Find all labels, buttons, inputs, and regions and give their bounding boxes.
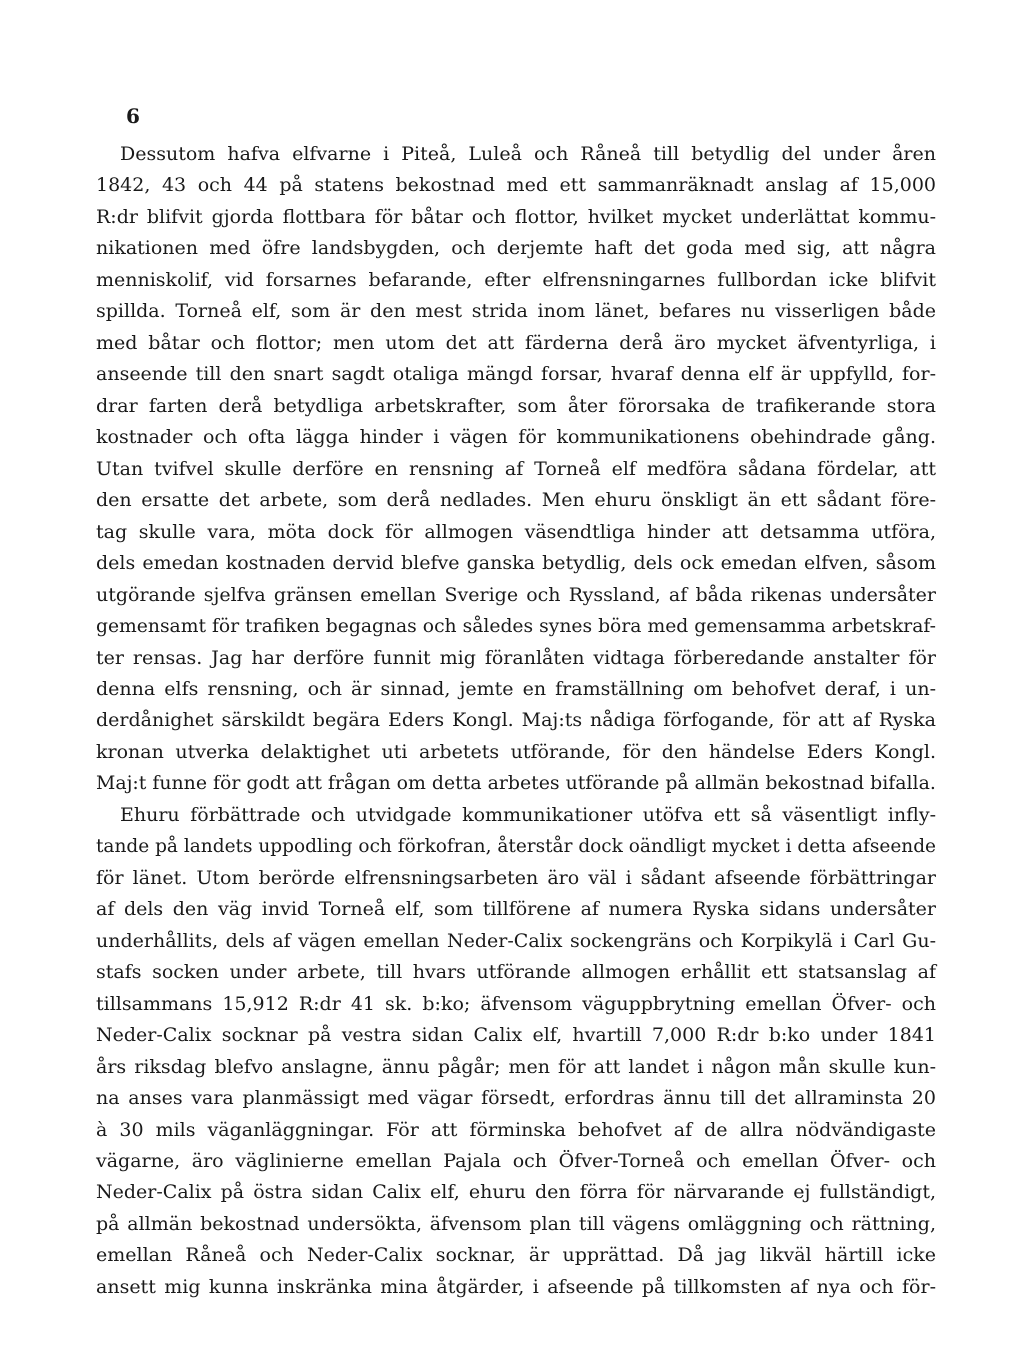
text-line: spillda. Torneå elf, som är den mest strida inom länet, befares nu visserligen både bbox=[96, 300, 936, 323]
text-line: 1842, 43 och 44 på statens bekostnad med ett sammanräknadt anslag af 15,000 bbox=[96, 174, 936, 197]
body-text bbox=[96, 139, 936, 1303]
text-line: den ersatte det arbete, som derå nedlades. Men ehuru önskligt än ett sådant före- bbox=[96, 489, 936, 512]
text-line: à 30 mils väganläggningar. För att förminska behofvet af de allra nödvändigaste bbox=[96, 1118, 936, 1141]
text-line: dels emedan kostnaden dervid blefve ganska betydlig, dels ock emedan elfven, såsom bbox=[96, 552, 936, 575]
text-line: kostnader och ofta lägga hinder i vägen för kommunikationens obehindrade gång. bbox=[96, 426, 936, 449]
text-line: nikationen med öfre landsbygden, och derjemte haft det goda med sig, att några bbox=[96, 237, 936, 260]
text-line: Neder-Calix socknar på vestra sidan Calix elf, hvartill 7,000 R:dr b:ko under 1841 bbox=[96, 1024, 936, 1047]
text-line: menniskolif, vid forsarnes befarande, efter elfrensningarnes fullbordan icke blifvit bbox=[96, 268, 936, 291]
text-line: tande på landets uppodling och förkofran, återstår dock oändligt mycket i detta afseende bbox=[96, 836, 936, 858]
text-line: Neder-Calix på östra sidan Calix elf, ehuru den förra för närvarande ej fullständigt, bbox=[96, 1181, 936, 1204]
text-line: kronan utverka delaktighet uti arbetets utförande, för den händelse Eders Kongl. bbox=[96, 740, 936, 763]
page-number: 6 bbox=[126, 104, 140, 128]
text-line: års riksdag blefvo anslagne, ännu pågår; men för att landet i någon mån skulle kun- bbox=[96, 1055, 936, 1078]
text-line: af dels den väg invid Torneå elf, som tillförene af numera Ryska sidans undersåter bbox=[96, 898, 936, 921]
text-line: underhållits, dels af vägen emellan Neder-Calix sockengräns och Korpikylä i Carl Gu- bbox=[96, 929, 936, 952]
text-line: R:dr blifvit gjorda flottbara för båtar och flottor, hvilket mycket underlättat kommu- bbox=[96, 205, 936, 228]
text-line: tag skulle vara, möta dock för allmogen väsendtliga hinder att detsamma utföra, bbox=[96, 520, 936, 543]
text-line: derdånighet särskildt begära Eders Kongl. Maj:ts nådiga förfogande, för att af Ryska bbox=[96, 709, 936, 732]
text-line: Utan tvifvel skulle derföre en rensning af Torneå elf medföra sådana fördelar, att bbox=[96, 457, 936, 480]
text-line: Ehuru förbättrade och utvidgade kommunikationer utöfva ett så väsentligt infly- bbox=[120, 803, 936, 826]
text-line: denna elfs rensning, och är sinnad, jemte en framställning om behofvet deraf, i un- bbox=[96, 677, 936, 700]
text-line: utgörande sjelfva gränsen emellan Sverige och Ryssland, af båda rikenas undersåter bbox=[96, 583, 936, 606]
text-line: na anses vara planmässigt med vägar försedt, erfordras ännu till det allraminsta 20 bbox=[96, 1087, 936, 1110]
text-line: gemensamt för trafiken begagnas och således synes böra med gemensamma arbetskraf- bbox=[96, 616, 936, 638]
text-line: ansett mig kunna inskränka mina åtgärder, i afseende på tillkomsten af nya och för- bbox=[96, 1275, 936, 1298]
text-line: för länet. Utom berörde elfrensningsarbeten äro väl i sådant afseende förbättringar bbox=[96, 866, 936, 889]
text-line: med båtar och flottor; men utom det att färderna derå äro mycket äfventyrliga, i bbox=[96, 331, 936, 354]
text-line: Maj:t funne för godt att frågan om detta arbetes utförande på allmän bekostnad bifalla. bbox=[96, 772, 936, 795]
text-line: stafs socken under arbete, till hvars utförande allmogen erhållit ett statsanslag af bbox=[96, 961, 936, 984]
text-line: drar farten derå betydliga arbetskrafter, som åter förorsaka de trafikerande stora bbox=[96, 394, 936, 417]
text-line: ter rensas. Jag har derföre funnit mig föranlåten vidtaga förberedande anstalter för bbox=[96, 646, 936, 669]
text-line: emellan Råneå och Neder-Calix socknar, är upprättad. Då jag likväl härtill icke bbox=[96, 1244, 936, 1267]
text-line: Dessutom hafva elfvarne i Piteå, Luleå och Råneå till betydlig del under åren bbox=[120, 143, 936, 165]
text-line: på allmän bekostnad undersökta, äfvensom plan till vägens omläggning och rättning, bbox=[96, 1212, 936, 1235]
text-line: vägarne, äro väglinierne emellan Pajala och Öfver-Torneå och emellan Öfver- och bbox=[96, 1150, 936, 1172]
text-line: tillsammans 15,912 R:dr 41 sk. b:ko; äfvensom väguppbrytning emellan Öfver- och bbox=[96, 992, 936, 1015]
text-line: anseende till den snart sagdt otaliga mängd forsar, hvaraf denna elf är uppfylld, for- bbox=[96, 363, 936, 386]
